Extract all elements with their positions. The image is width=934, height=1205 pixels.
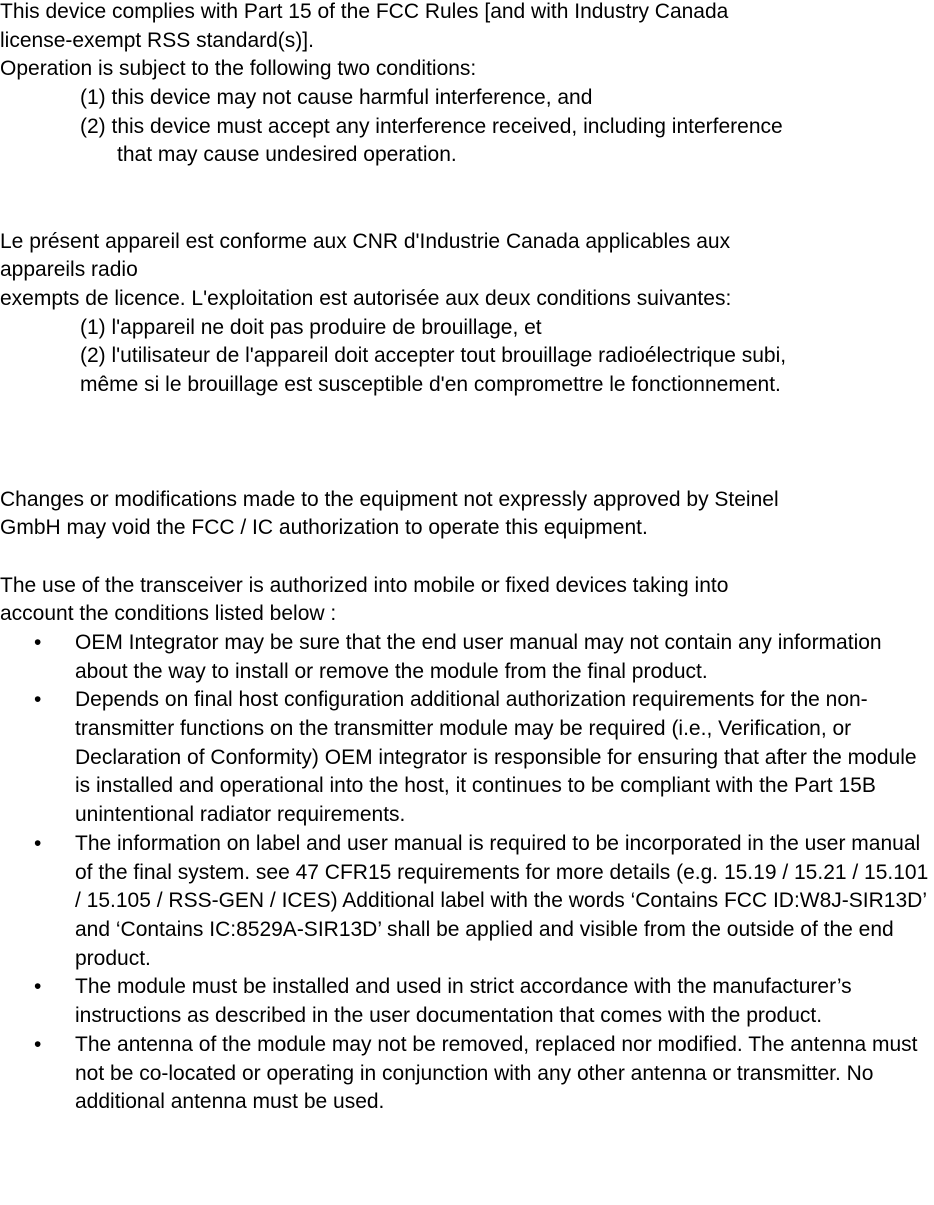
bullet-text: The module must be installed and used in strict accordance with the manufacturer’s instructions as described in the user documentation that comes with the product. bbox=[75, 975, 852, 1028]
list-item bbox=[0, 686, 934, 830]
fcc-condition-2-continued: that may cause undesired operation. bbox=[117, 143, 457, 167]
bullet-icon: • bbox=[34, 688, 42, 712]
bullet-icon: • bbox=[34, 630, 42, 654]
bullet-icon: • bbox=[34, 975, 42, 999]
changes-line-2: GmbH may void the FCC / IC authorization to operate this equipment. bbox=[0, 516, 648, 540]
bullet-text: Depends on final host configuration additional authorization requirements for the non-transmitter functions on the transmitter module may be required (i.e., Verification, or Declaration of Conformity) OEM integrator is responsible for ensuring that after the module is installed and operational into the host, it continues to be compliant with the Part 15B unintentional radiator requirements. bbox=[75, 688, 917, 827]
ic-intro-line-2: appareils radio bbox=[0, 258, 138, 282]
fcc-intro-line-2: license-exempt RSS standard(s)]. bbox=[0, 28, 314, 52]
list-item bbox=[0, 830, 934, 974]
ic-french-section bbox=[0, 228, 934, 400]
fcc-intro-line-3: Operation is subject to the following two conditions: bbox=[0, 57, 477, 81]
bullet-text: The information on label and user manual is required to be incorporated in the user manual of the final system. see 47 CFR15 requirements for more details (e.g. 15.19 / 15.21 / 15.101 / 15.105 / RSS-GEN / ICES) Additional label with the words ‘Contains FCC ID:W8J-SIR13D’ and ‘Contains IC:8529A-SIR13D’ shall be applied and visible from the outside of the end product. bbox=[75, 831, 929, 970]
list-item bbox=[0, 629, 934, 686]
bullet-text: The antenna of the module may not be removed, replaced nor modified. The antenna must not be co-located or operating in conjunction with any other antenna or transmitter. No additional antenna must be used. bbox=[75, 1032, 918, 1114]
spacer bbox=[0, 543, 934, 572]
transceiver-section bbox=[0, 572, 934, 1117]
spacer bbox=[0, 170, 934, 227]
ic-intro-line-1: Le présent appareil est conforme aux CNR d'Industrie Canada applicables aux bbox=[0, 229, 731, 253]
fcc-condition-2: (2) this device must accept any interference received, including interference bbox=[80, 114, 783, 138]
fcc-section bbox=[0, 0, 934, 170]
fcc-intro-line-1: This device complies with Part 15 of the FCC Rules [and with Industry Canada bbox=[0, 0, 729, 23]
bullet-icon: • bbox=[34, 831, 42, 855]
list-item bbox=[0, 973, 934, 1030]
ic-intro-line-3: exempts de licence. L'exploitation est autorisée aux deux conditions suivantes: bbox=[0, 286, 732, 310]
transceiver-line-2: account the conditions listed below : bbox=[0, 602, 337, 626]
spacer bbox=[0, 400, 934, 457]
transceiver-line-1: The use of the transceiver is authorized into mobile or fixed devices taking into bbox=[0, 573, 729, 597]
spacer bbox=[0, 457, 934, 486]
bullet-icon: • bbox=[34, 1032, 42, 1056]
bullet-text: OEM Integrator may be sure that the end user manual may not contain any information about the way to install or remove the module from the final product. bbox=[75, 630, 882, 683]
list-item bbox=[0, 1031, 934, 1117]
changes-line-1: Changes or modifications made to the equipment not expressly approved by Steinel bbox=[0, 487, 779, 511]
changes-section bbox=[0, 486, 934, 543]
ic-condition-2-continued: même si le brouillage est susceptible d'en compromettre le fonctionnement. bbox=[80, 372, 781, 396]
ic-condition-2: (2) l'utilisateur de l'appareil doit accepter tout brouillage radioélectrique subi, bbox=[80, 344, 787, 368]
ic-condition-1: (1) l'appareil ne doit pas produire de brouillage, et bbox=[80, 315, 542, 339]
fcc-condition-1: (1) this device may not cause harmful interference, and bbox=[80, 86, 593, 110]
